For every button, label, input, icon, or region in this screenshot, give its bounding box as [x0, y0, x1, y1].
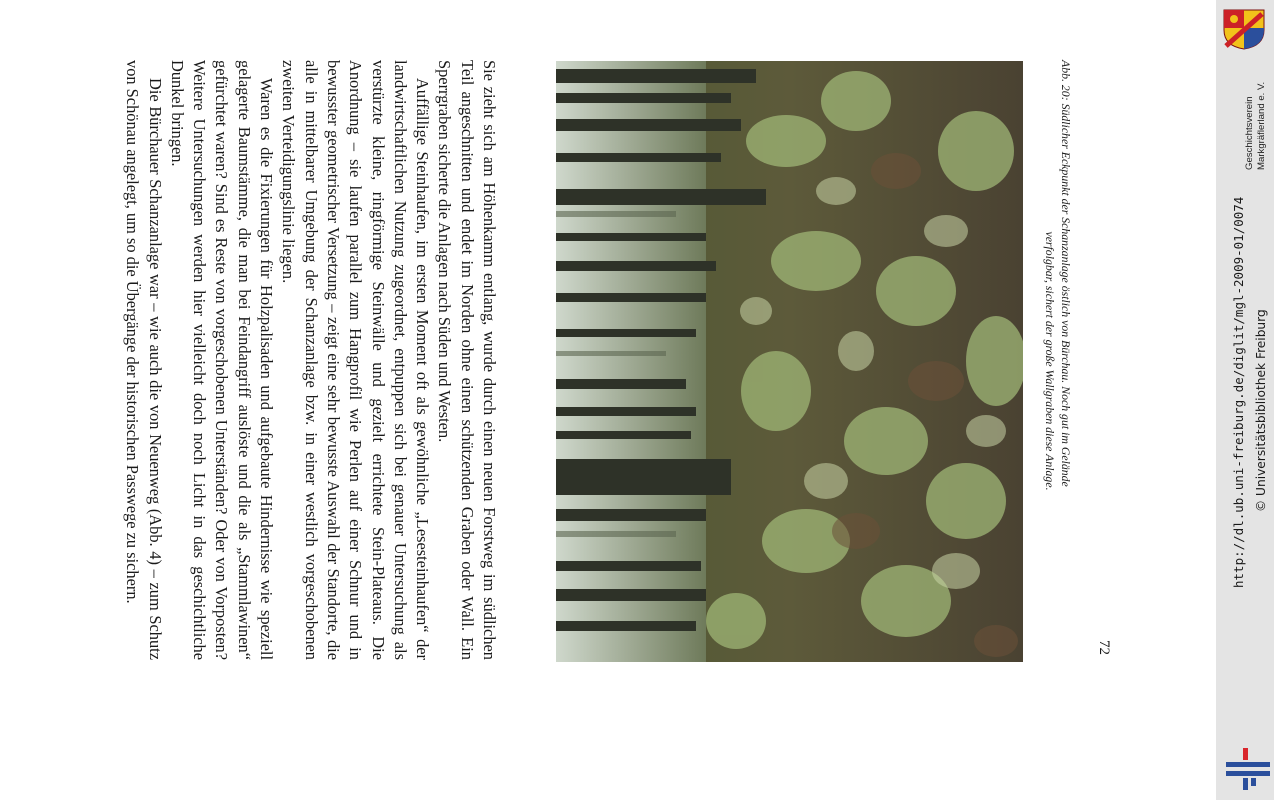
markgraeflerland-crest-icon [1222, 8, 1266, 50]
society-name-block [1244, 70, 1270, 170]
body-text-rotated [120, 60, 500, 660]
body-paragraph-4: Die Bürchauer Schanzanlage war – wie auch die von Neuenweg (Abb. 4) – zum Schutz von Schönau angelegt, um so die Übergänge der historischen Passwege zu sichern. [123, 60, 165, 660]
document-url[interactable]: http://dl.ub.uni-freiburg.de/diglit/mgl-2009-01/0074 [1231, 196, 1246, 588]
figure-caption [1030, 60, 1074, 662]
ub-freiburg-logo-icon [1226, 748, 1270, 790]
library-credit-block [1252, 290, 1270, 512]
page-number: 72 [1096, 640, 1112, 655]
society-line-2: Markgräflerland e. V. [1256, 81, 1267, 170]
society-name [1244, 70, 1270, 170]
body-paragraph-2: Auffällige Steinhaufen, im ersten Moment oft als gewöhnliche „Lesesteinhaufen“ der landwirtschaftlichen Nutzung zugeordnet, entpuppen sich bei genauer Untersuchung als verstürzte kleine, ringförmige Steinwälle und gezielt errichtete Stein-Plateaus. Die Anordnung – sie laufen parallel zum Hangprofil wie Perlen auf einer Schnur und in bewusster geometrischer Versetzung – zeigt eine sehr bewusste Auswahl der Standorte, die alle in mittelbarer Umgebung der Schanzanlage bzw. in einer westlich vorgeschobenen zweiten Verteidigungslinie liegen. [279, 60, 433, 660]
body-paragraph-1: Sie zieht sich am Höhenkamm entlang, wurde durch einen neuen Forstweg im südlichen Teil angeschnitten und endet im Norden ohne einen schützenden Graben oder Wall. Ein Sperrgraben sicherte die Anlagen nach Süden und Westen. [435, 60, 499, 660]
forest-photo-svg [556, 61, 1023, 662]
document-url-block [1228, 196, 1250, 588]
caption-line-2: verfolgbar, sichert der große Wallgraben diese Anlage. [1043, 231, 1057, 491]
figure-caption-block [1030, 60, 1074, 662]
page-number-block [1094, 640, 1114, 670]
body-paragraph-3: Waren es die Fixierungen für Holzpalisaden und aufgebaute Hindernisse wie speziell gelagerte Baumstämme, die man bei Feindangriff auslöste und die als „Stammlawinen“ gefürchtet waren? Sind es Reste von vorgeschobenen Unterständen? Oder von Vorposten? Weitere Untersuchungen werden hier vielleicht doch noch Licht in das geschichtliche Dunkel bringen. [167, 60, 277, 660]
society-line-1: Geschichtsverein [1244, 96, 1255, 170]
forest-photograph [556, 61, 1023, 662]
library-credit: © Universitätsbibliothek Freiburg [1254, 309, 1268, 512]
caption-line-1: Abb. 20: Südlicher Eckpunkt der Schanzanlage östlich von Bürchau. Noch gut im Gelände [1059, 60, 1073, 487]
